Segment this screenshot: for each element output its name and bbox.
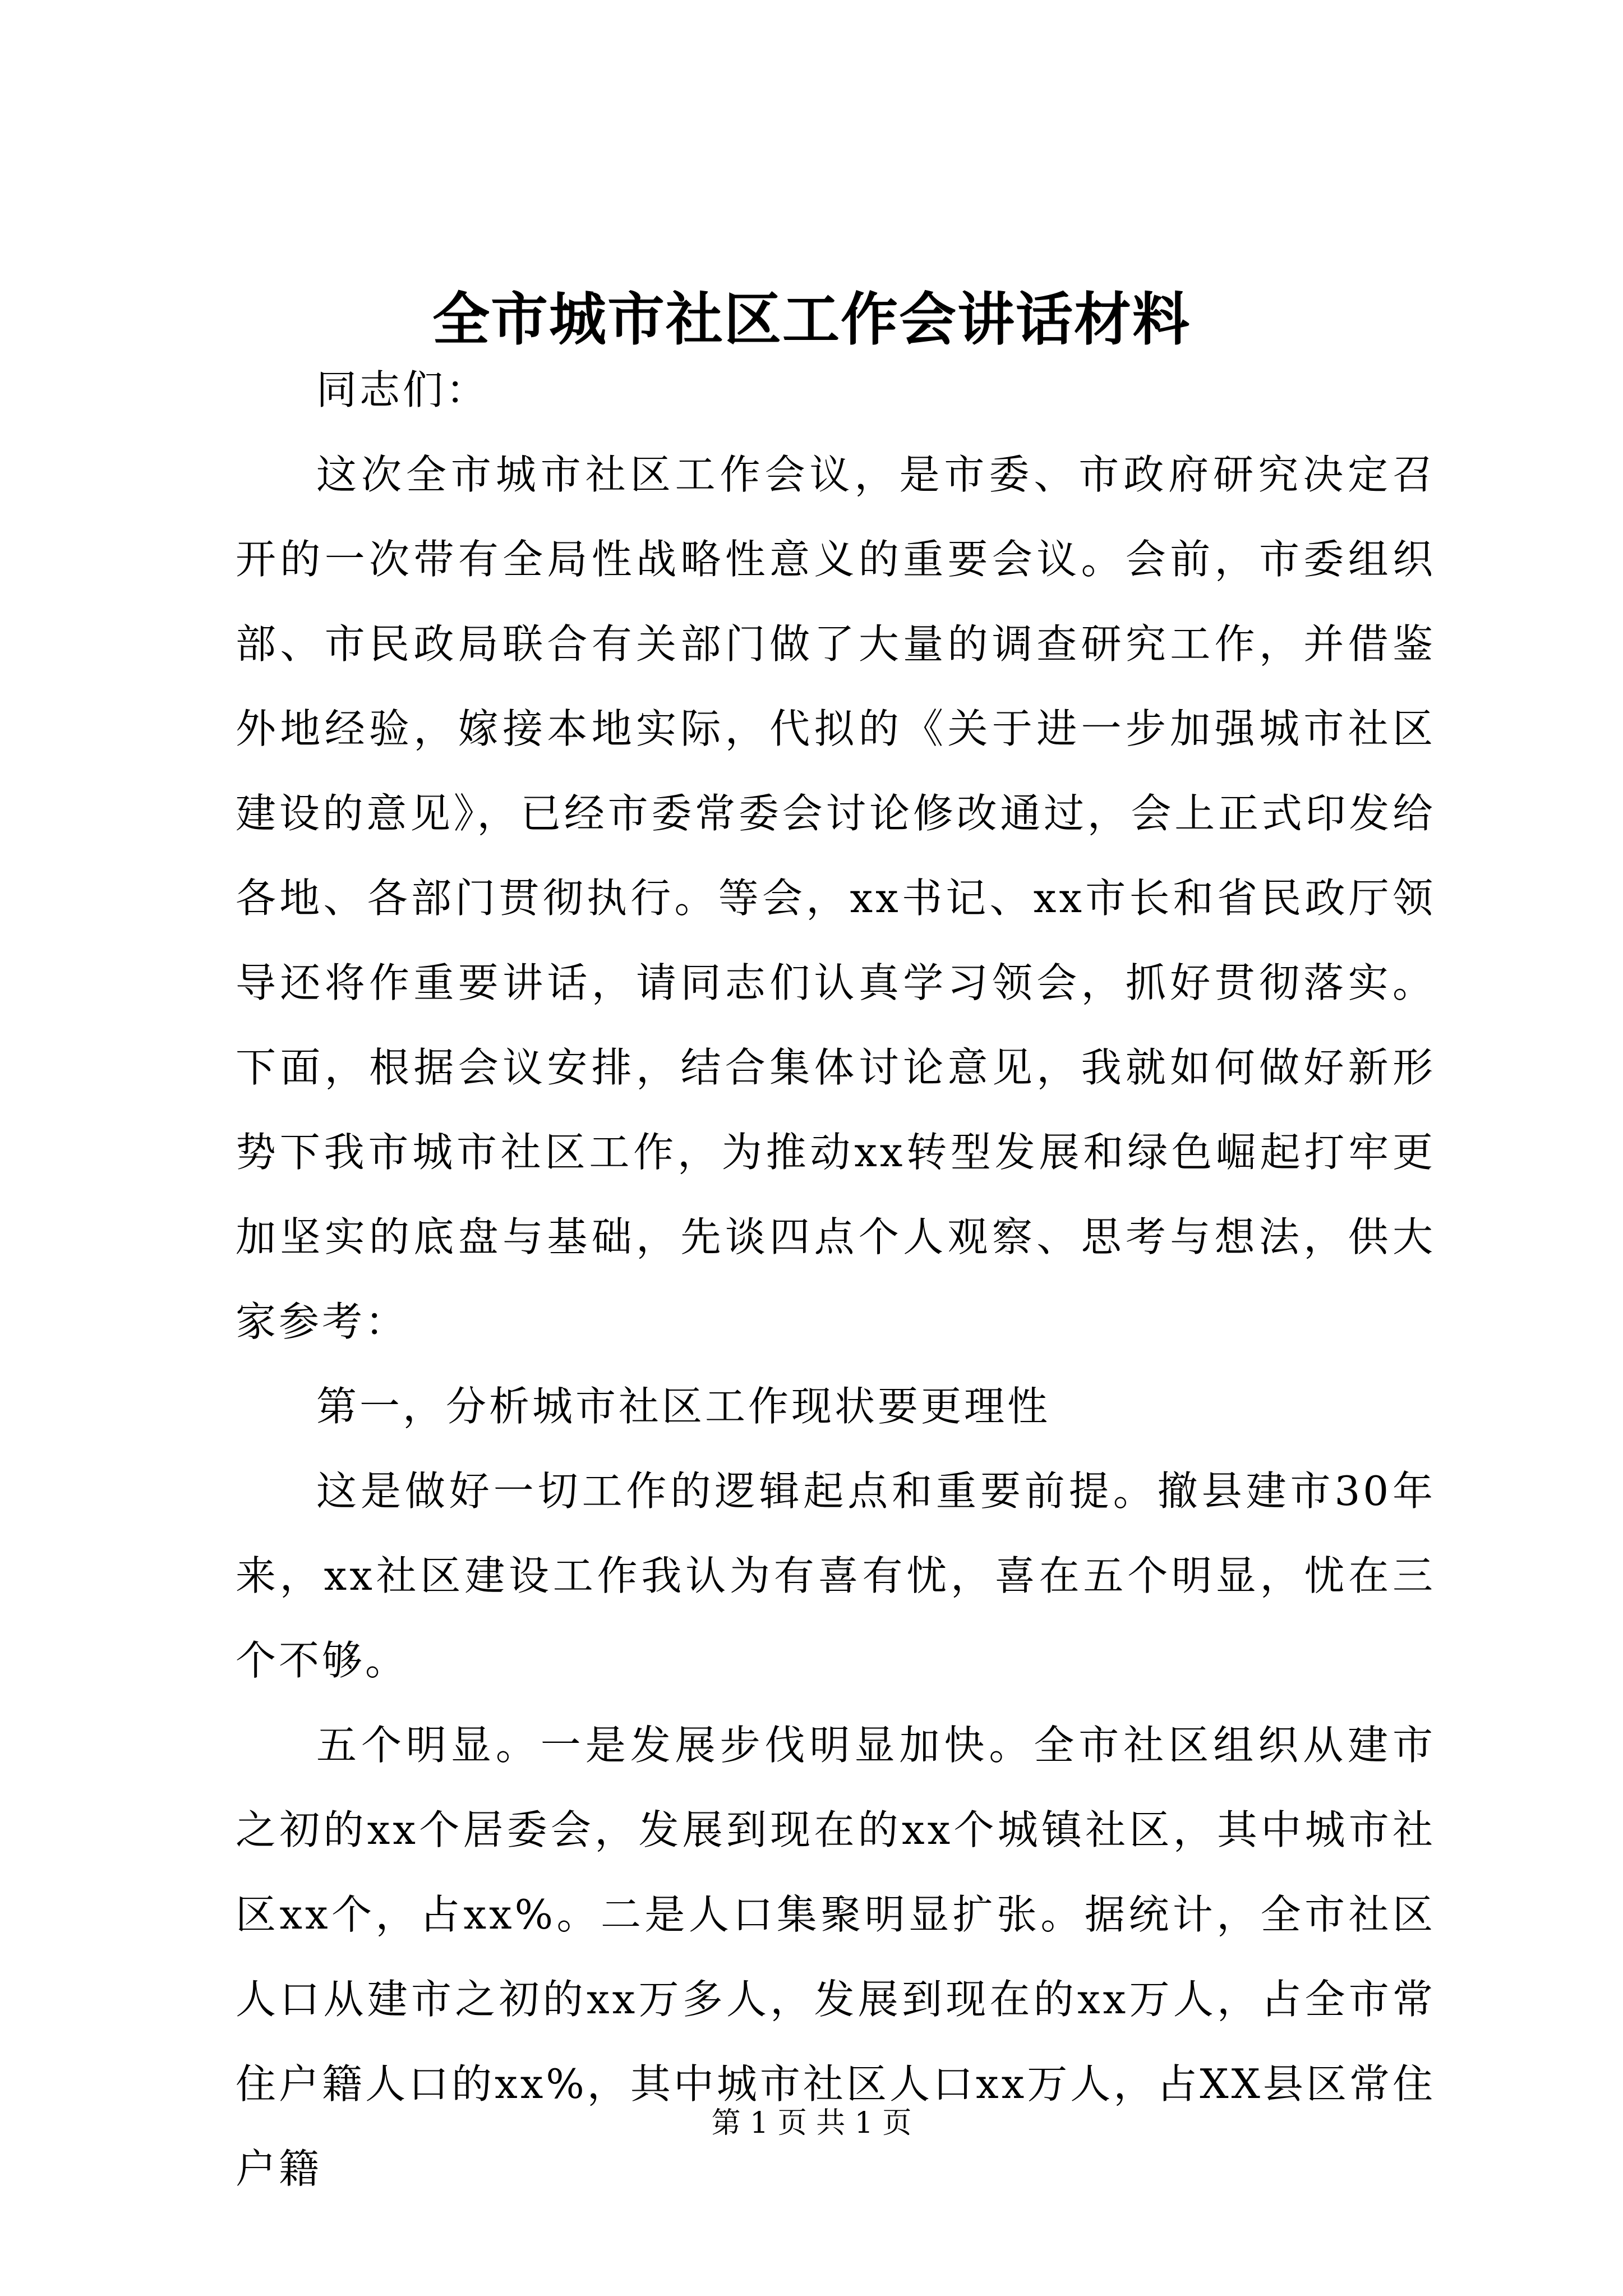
body-paragraph: 这次全市城市社区工作会议，是市委、市政府研究决定召开的一次带有全局性战略性意义的重要会议。会前，市委组织部、市民政局联合有关部门做了大量的调查研究工作，并借鉴外地经验，嫁接本地实际，代拟的《关于进一步加强城市社区建设的意见》，已经市委常委会讨论修改通过，会上正式印发给各地、各部门贯彻执行。等会，xx书记、xx市长和省民政厅领导还将作重要讲话，请同志们认真学习领会，抓好贯彻落实。下面，根据会议安排，结合集体讨论意见，我就如何做好新形势下我市城市社区工作，为推动xx转型发展和绿色崛起打牢更加坚实的底盘与基础，先谈四点个人观察、思考与想法，供大家参考： xyxy=(236,451,1436,1345)
document-title: 全市城市社区工作会讲话材料 xyxy=(432,286,1191,353)
document-body xyxy=(236,348,1436,2211)
body-paragraph: 五个明显。一是发展步伐明显加快。全市社区组织从建市之初的xx个居委会，发展到现在的xx个城镇社区，其中城市社区xx个，占xx%。二是人口集聚明显扩张。据统计，全市社区人口从建市之初的xx万多人，发展到现在的xx万人，占全市常住户籍人口的xx%，其中城市社区人口xx万人，占XX县区常住户籍 xyxy=(236,1722,1436,2192)
salutation: 同志们： xyxy=(316,366,490,413)
section-heading: 第一，分析城市社区工作现状要更理性 xyxy=(316,1383,1051,1430)
body-paragraph: 这是做好一切工作的逻辑起点和重要前提。撤县建市30年来，xx社区建设工作我认为有喜有忧，喜在五个明显，忧在三个不够。 xyxy=(236,1467,1436,1684)
page-number-footer: 第 1 页 共 1 页 xyxy=(711,2106,912,2140)
